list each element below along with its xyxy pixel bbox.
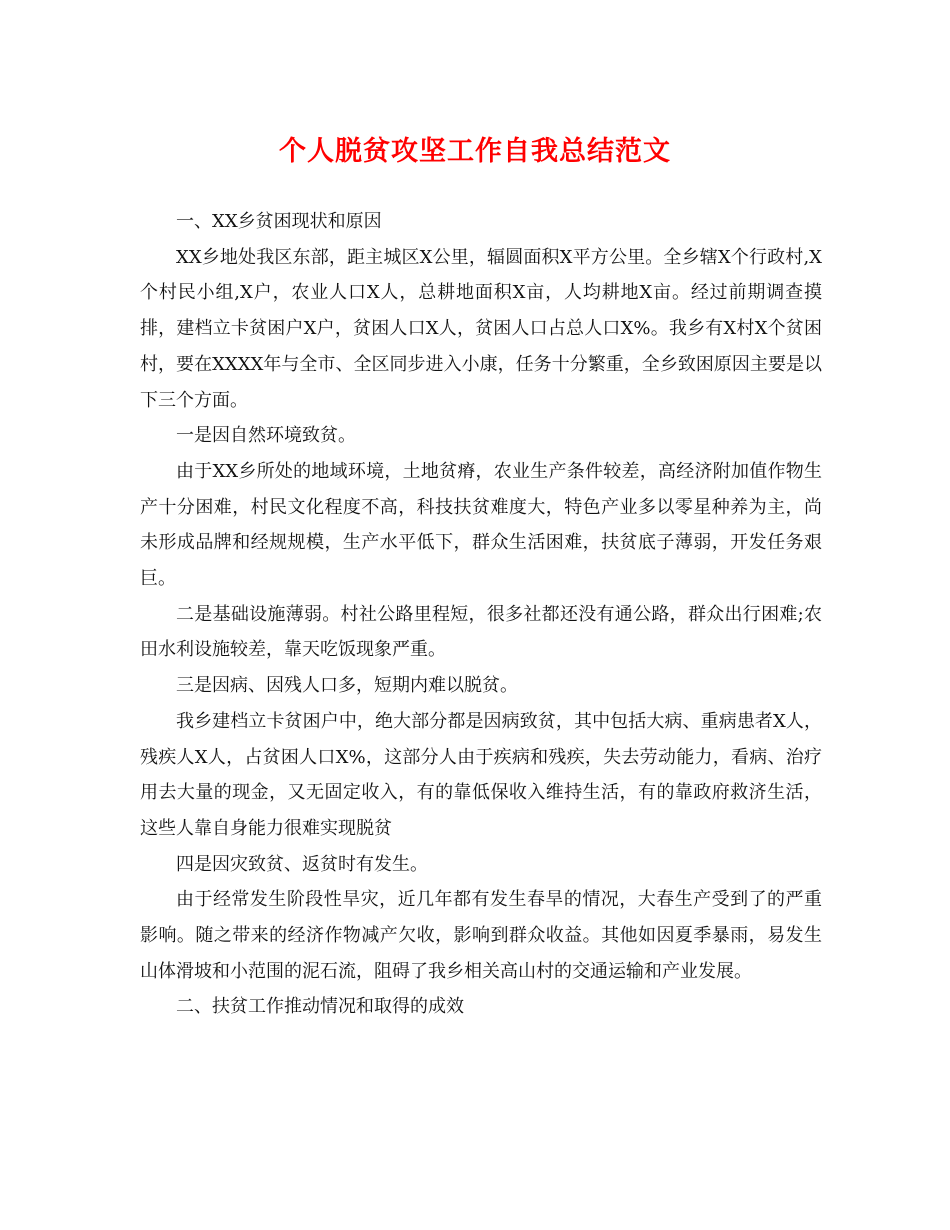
reason-heading-4: 四是因灾致贫、返贫时有发生。: [176, 853, 428, 875]
document-title: 个人脱贫攻坚工作自我总结范文: [279, 136, 671, 167]
reason-heading-3: 三是因病、因残人口多，短期内难以脱贫。: [176, 675, 518, 697]
paragraph-reason-1: 由于XX乡所处的地域环境，土地贫瘠，农业生产条件较差，高经济附加值作物生产十分困难，村民文化程度不高，科技扶贫难度大，特色产业多以零星种养为主，尚未形成品牌和经规规模，生产水平低下，群众生活困难，扶贫底子薄弱，开发任务艰巨。: [140, 460, 822, 590]
reason-heading-1: 一是因自然环境致贫。: [176, 425, 356, 447]
section-heading-2: 二、扶贫工作推动情况和取得的成效: [176, 996, 464, 1018]
document-body: [140, 204, 822, 1025]
paragraph-reason-2: 二是基础设施薄弱。村社公路里程短，很多社都还没有通公路，群众出行困难;农田水利设施较差，靠天吃饭现象严重。: [140, 603, 822, 661]
paragraph-reason-3: 我乡建档立卡贫困户中，绝大部分都是因病致贫，其中包括大病、重病患者X人，残疾人X人，占贫困人口X%，这部分人由于疾病和残疾，失去劳动能力，看病、治疗用去大量的现金，又无固定收入，有的靠低保收入维持生活，有的靠政府救济生活，这些人靠自身能力很难实现脱贫: [140, 710, 822, 839]
section-heading-1: 一、XX乡贫困现状和原因: [176, 211, 382, 232]
paragraph-reason-4: 由于经常发生阶段性旱灾，近几年都有发生春旱的情况，大春生产受到了的严重影响。随之带来的经济作物减产欠收，影响到群众收益。其他如因夏季暴雨，易发生山体滑坡和小范围的泥石流，阻碍了我乡相关高山村的交通运输和产业发展。: [140, 889, 822, 982]
paragraph-overview: XX乡地处我区东部，距主城区X公里，辐圆面积X平方公里。全乡辖X个行政村,X个村民小组,X户，农业人口X人，总耕地面积X亩，人均耕地X亩。经过前期调查摸排，建档立卡贫困户X户，贫困人口X人，贫困人口占总人口X%。我乡有X村X个贫困村，要在XXXX年与全市、全区同步进入小康，任务十分繁重，全乡致困原因主要是以下三个方面。: [140, 246, 822, 411]
